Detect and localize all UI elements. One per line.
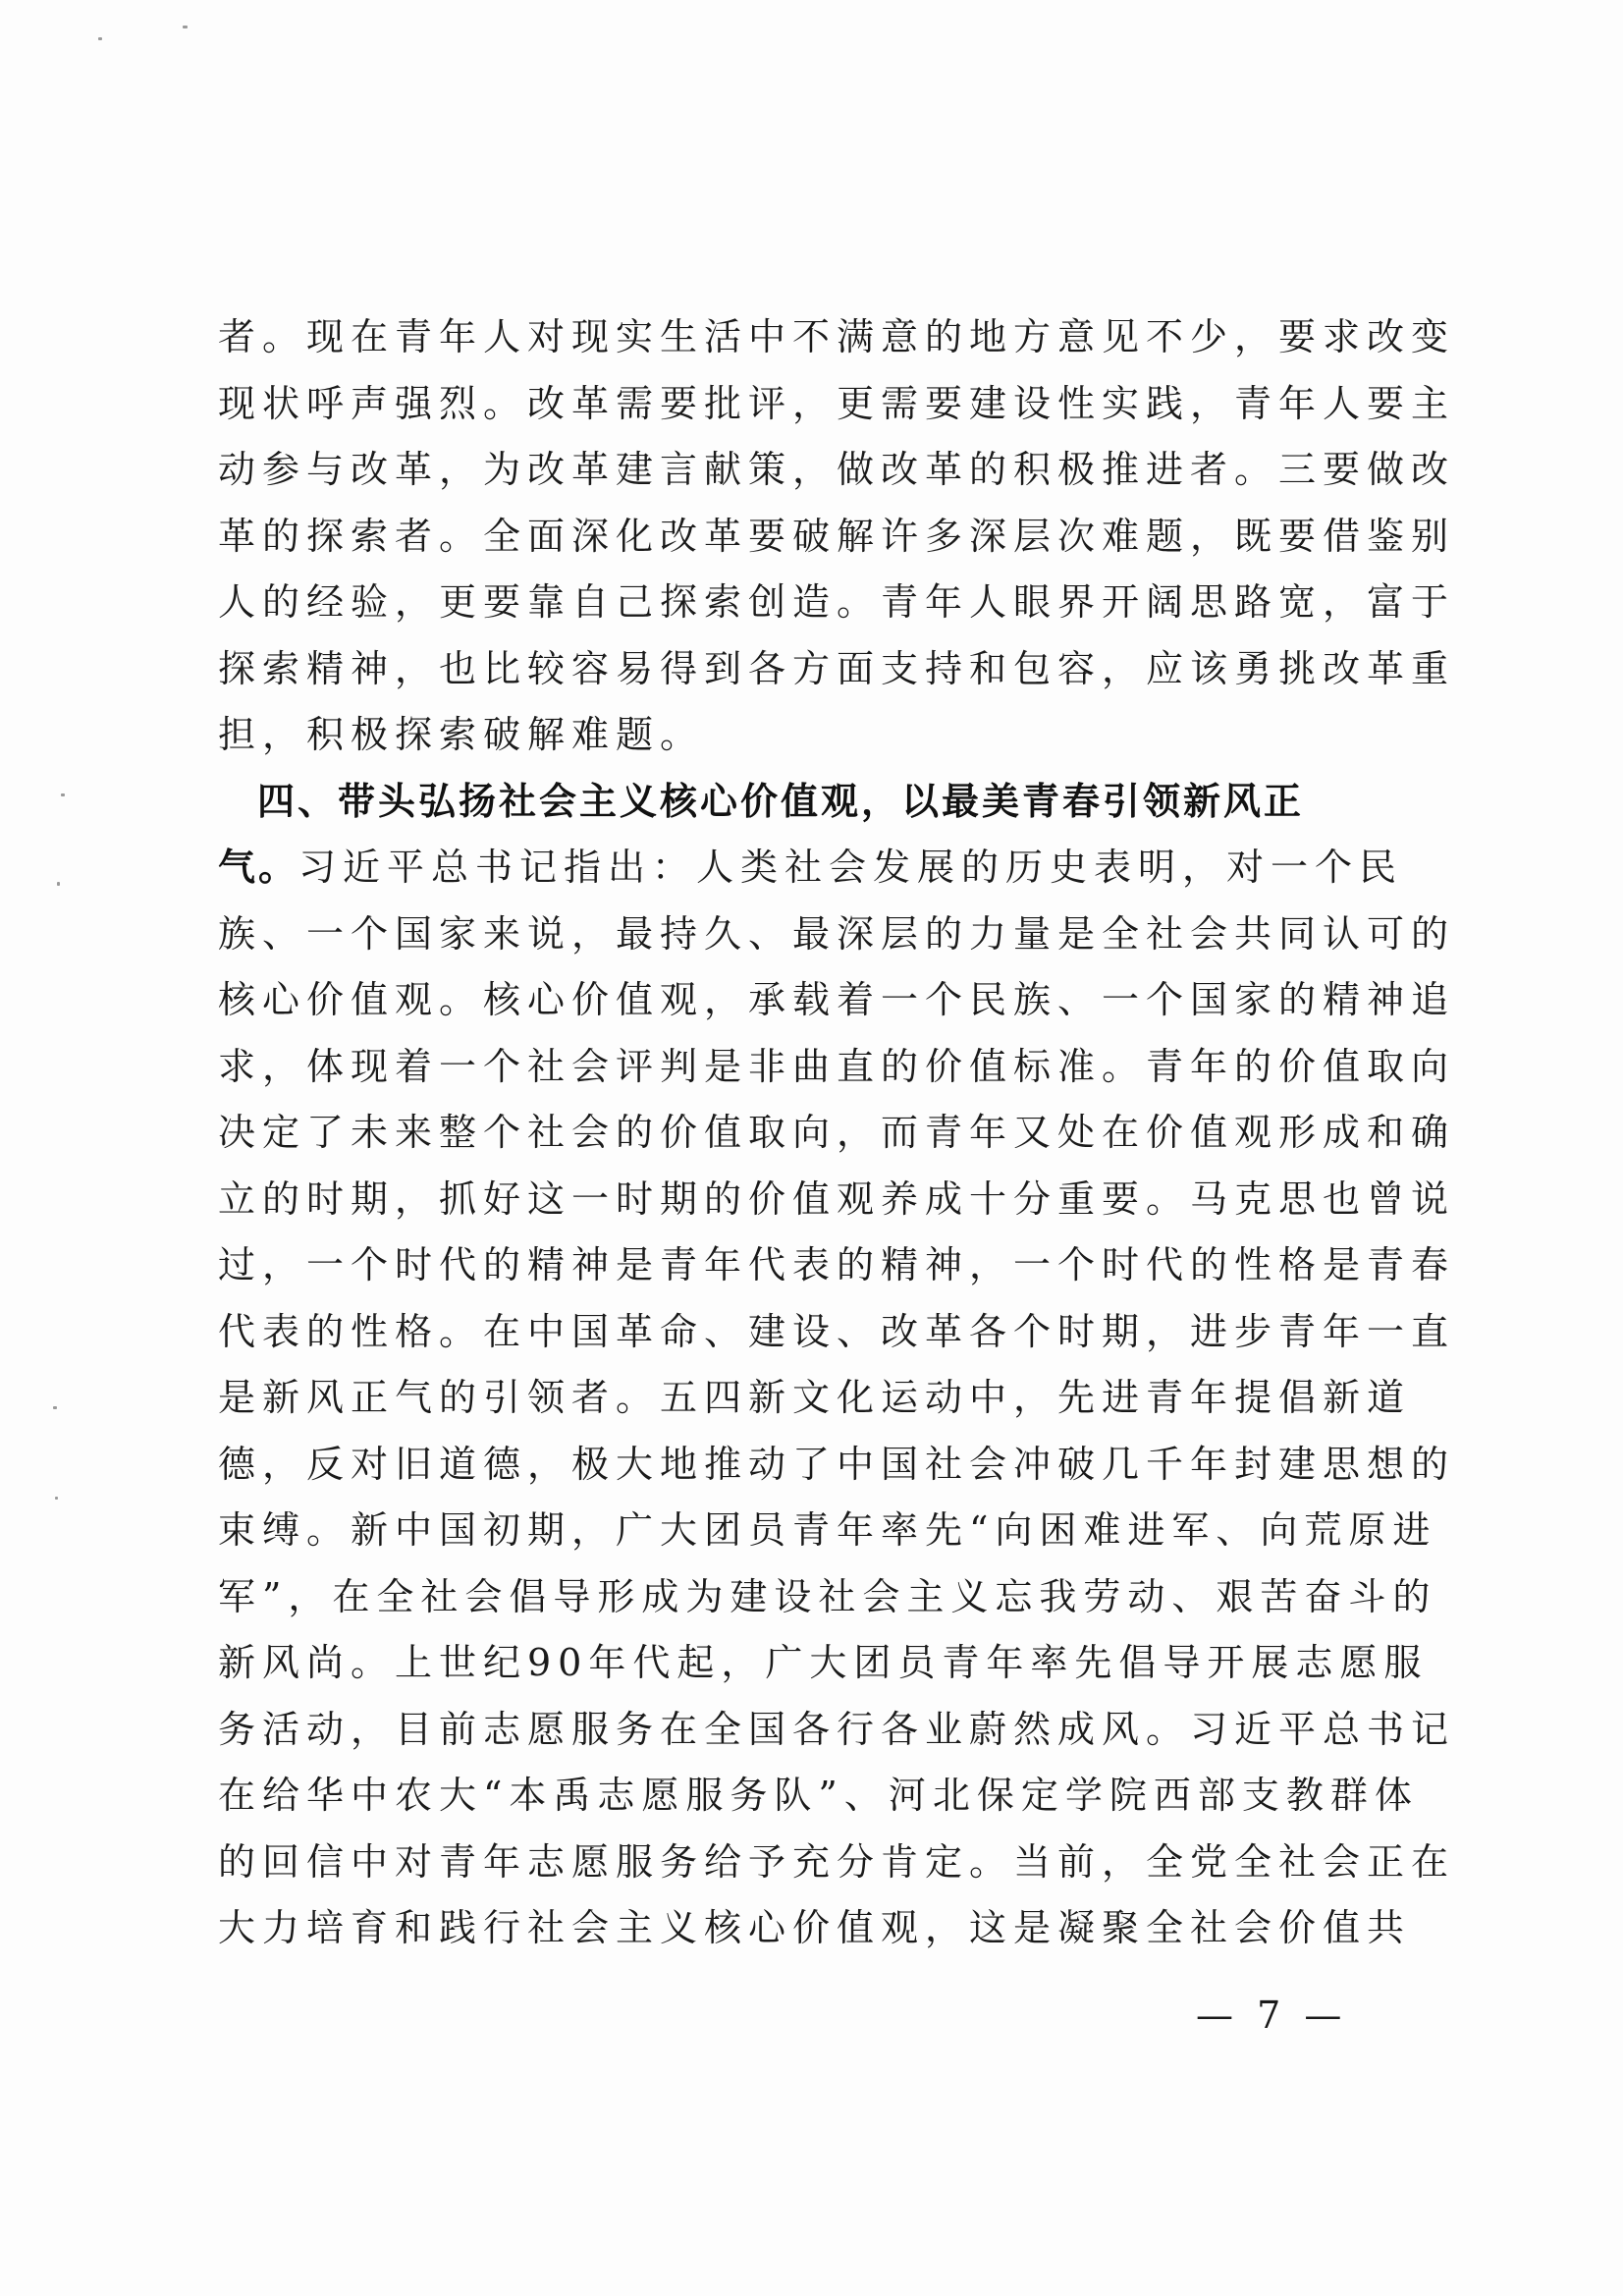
- scan-speck: [61, 793, 65, 796]
- paragraph-line: 大力培育和践行社会主义核心价值观，这是凝聚全社会价值共: [218, 1906, 1412, 1949]
- paragraph-line: 在给华中农大“本禹志愿服务队”、河北保定学院西部支教群体: [218, 1774, 1419, 1817]
- paragraph-line: 人的经验，更要靠自己探索创造。青年人眼界开阔思路宽，富于: [218, 580, 1456, 624]
- paragraph-line: 的回信中对青年志愿服务给予充分肯定。当前，全党全社会正在: [218, 1839, 1456, 1884]
- section-heading-end: 气。: [218, 846, 299, 889]
- section-heading-continuation: [218, 835, 1404, 902]
- paragraph-line: 立的时期，抓好这一时期的价值观养成十分重要。马克思也曾说: [218, 1176, 1456, 1221]
- paragraph-line: 核心价值观。核心价值观，承载着一个民族、一个国家的精神追: [218, 978, 1456, 1021]
- paragraph-line: 习近平总书记指出：人类社会发展的历史表明，对一个民: [298, 846, 1404, 889]
- paragraph-line: 德，反对旧道德，极大地推动了中国社会冲破几千年封建思想的: [218, 1442, 1456, 1486]
- scan-speck: [57, 882, 60, 886]
- paragraph-line: 现状呼声强烈。改革需要批评，更需要建设性实践，青年人要主: [218, 381, 1456, 425]
- paragraph-line: 是新风正气的引领者。五四新文化运动中，先进青年提倡新道: [218, 1376, 1412, 1419]
- paragraph-line: 束缚。新中国初期，广大团员青年率先“向困难进军、向荒原进: [218, 1508, 1437, 1552]
- page-number: — 7 —: [1196, 1994, 1348, 2037]
- paragraph-line: 动参与改革，为改革建言献策，做改革的积极推进者。三要做改: [218, 448, 1456, 491]
- scan-speck: [183, 26, 188, 28]
- body-text: [218, 304, 1456, 1962]
- paragraph-line: 代表的性格。在中国革命、建设、改革各个时期，进步青年一直: [218, 1309, 1456, 1353]
- paragraph-line: 求，体现着一个社会评判是非曲直的价值标准。青年的价值取向: [218, 1044, 1456, 1088]
- paragraph-line: 探索精神，也比较容易得到各方面支持和包容，应该勇挑改革重: [218, 646, 1456, 690]
- paragraph-line: 革的探索者。全面深化改革要破解许多深层次难题，既要借鉴别: [218, 514, 1456, 558]
- paragraph-line: 过，一个时代的精神是青年代表的精神，一个时代的性格是青春: [218, 1243, 1456, 1286]
- scan-speck: [98, 37, 102, 40]
- paragraph-line: 军”，在全社会倡导形成为建设社会主义忘我劳动、艰苦奋斗的: [218, 1574, 1437, 1618]
- paragraph-line: 务活动，目前志愿服务在全国各行各业蔚然成风。习近平总书记: [218, 1707, 1456, 1751]
- paragraph-line: 决定了未来整个社会的价值取向，而青年又处在价值观形成和确: [218, 1111, 1456, 1154]
- paragraph-line: 者。现在青年人对现实生活中不满意的地方意见不少，要求改变: [218, 315, 1456, 358]
- section-heading-line: [218, 769, 1357, 836]
- paragraph-line: 族、一个国家来说，最持久、最深层的力量是全社会共同认可的: [218, 911, 1456, 956]
- section-heading: 四、带头弘扬社会主义核心价值观，以最美青春引领新风正: [257, 779, 1305, 823]
- scan-speck: [55, 1497, 58, 1500]
- paragraph-line: 新风尚。上世纪90年代起，广大团员青年率先倡导开展志愿服: [218, 1641, 1429, 1684]
- paragraph-line: 担，积极探索破解难题。: [218, 713, 705, 756]
- scan-speck: [53, 1406, 57, 1409]
